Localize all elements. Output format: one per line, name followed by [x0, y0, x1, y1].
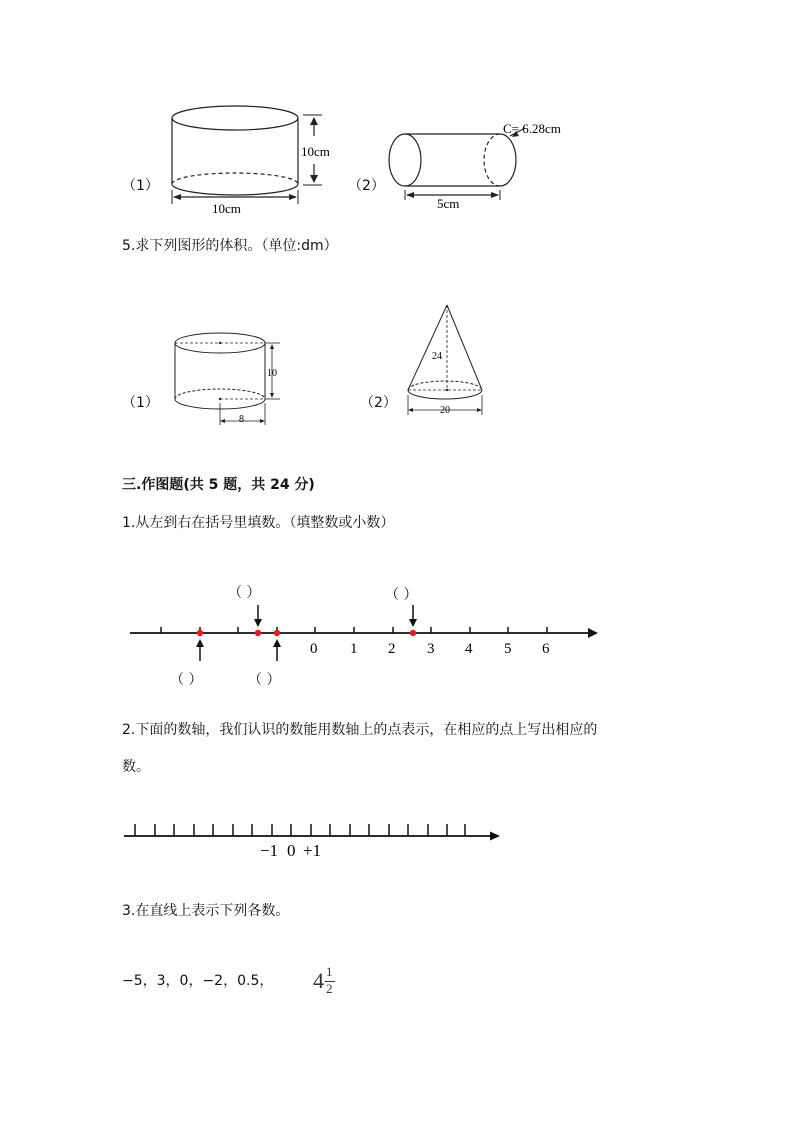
figure-label-2: （2）	[348, 178, 385, 194]
point-marker	[410, 630, 416, 636]
mixed-number-whole: 4	[313, 968, 324, 993]
question-5-text: 5.求下列图形的体积。（单位:dm）	[122, 238, 338, 254]
cone-diameter-label: 20	[440, 405, 450, 416]
volume-label-2: （2）	[360, 395, 397, 411]
cone-figure	[408, 305, 482, 415]
volume-label-1: （1）	[122, 395, 159, 411]
tick-label-2: 2	[388, 641, 396, 657]
down-arrow-icon	[409, 619, 417, 627]
label-plus-one: +1	[303, 841, 322, 860]
answer-blank[interactable]: （ ）	[248, 672, 281, 688]
tick-label-0: 0	[310, 641, 318, 657]
problem-2-line-2: 数。	[122, 759, 150, 775]
length-label: 5cm	[437, 196, 460, 211]
circumference-label: C= 6.28cm	[503, 121, 561, 136]
point-marker	[274, 630, 280, 636]
number-line-2	[120, 812, 510, 862]
tick-marks	[135, 824, 465, 836]
label-minus-one: −1	[260, 841, 279, 860]
problem-1-text: 1.从左到右在括号里填数。（填整数或小数）	[122, 515, 395, 531]
mixed-number	[313, 962, 353, 1002]
tick-label-4: 4	[465, 641, 473, 657]
down-arrow-icon	[254, 619, 262, 627]
label-zero: 0	[287, 841, 296, 860]
height-label: 10cm	[301, 144, 330, 159]
mixed-number-denominator: 2	[326, 981, 333, 996]
cone-height-label: 24	[432, 351, 442, 362]
cylinder-upright	[172, 106, 322, 204]
answer-blank[interactable]: （ ）	[385, 587, 418, 603]
diameter-label: 10cm	[212, 201, 241, 216]
tick-label-1: 1	[350, 641, 358, 657]
cylinder-figure	[175, 333, 280, 425]
figure-label-1: （1）	[122, 178, 159, 194]
problem-2-line-1: 2.下面的数轴，我们认识的数能用数轴上的点表示，在相应的点上写出相应的	[122, 722, 598, 738]
cylinder-figures	[100, 100, 600, 225]
answer-blank[interactable]: （ ）	[228, 585, 261, 601]
tick-label-5: 5	[504, 641, 512, 657]
answer-blank[interactable]: （ ）	[170, 672, 203, 688]
number-list: −5，3，0，−2，0.5，	[122, 973, 274, 989]
point-marker	[255, 630, 261, 636]
volume-figures	[160, 295, 520, 435]
tick-marks	[161, 627, 547, 633]
up-arrow-icon	[273, 639, 281, 647]
tick-label-6: 6	[542, 641, 550, 657]
mixed-number-numerator: 1	[326, 964, 333, 979]
point-marker	[197, 630, 203, 636]
problem-3-text: 3.在直线上表示下列各数。	[122, 903, 290, 919]
cylinder-height-label: 10	[267, 368, 277, 379]
tick-label-3: 3	[427, 641, 435, 657]
cylinder-horizontal	[389, 128, 525, 200]
cylinder-radius-label: 8	[239, 414, 244, 425]
section-3-title: 三.作图题(共 5 题，共 24 分)	[122, 477, 315, 493]
up-arrow-icon	[196, 639, 204, 647]
